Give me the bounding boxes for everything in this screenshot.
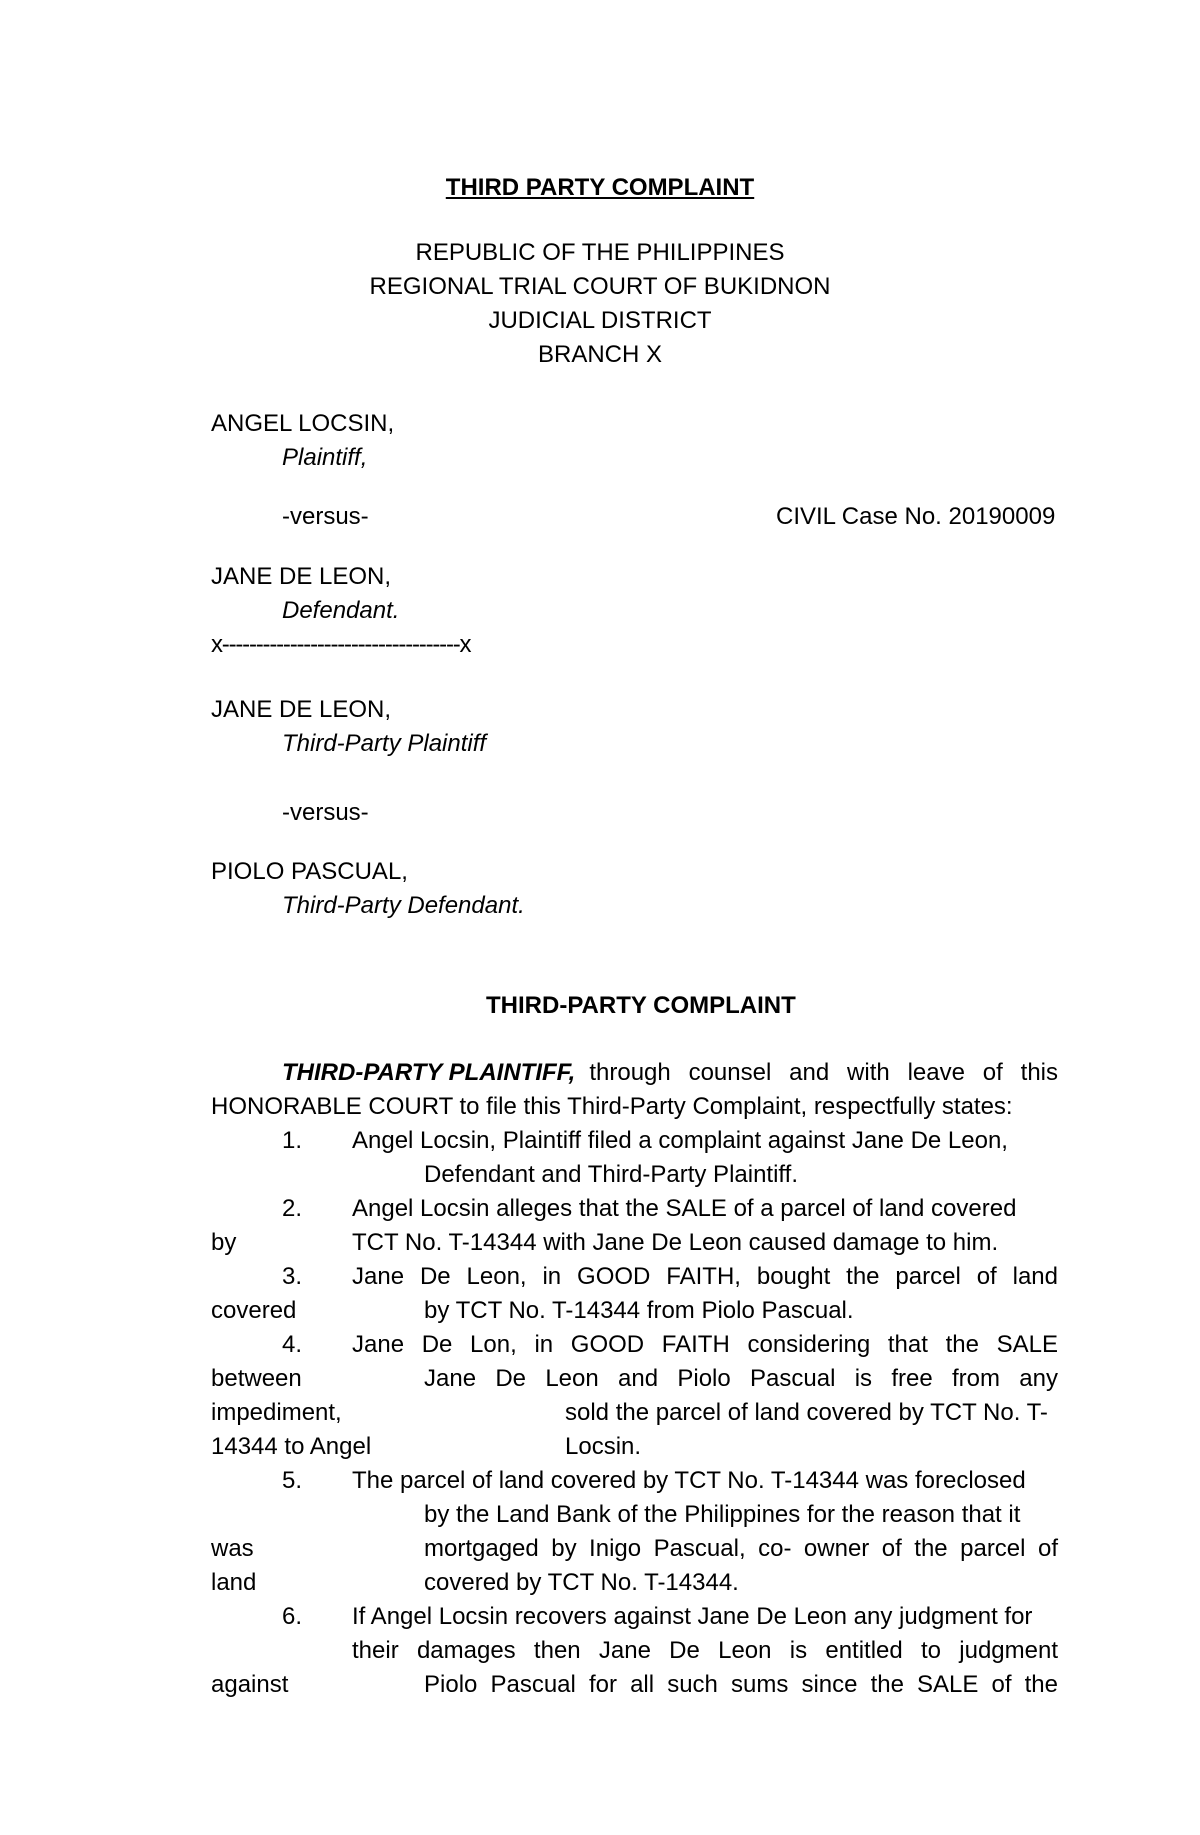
intro-line-2: HONORABLE COURT to file this Third-Party Complaint, respectfully states: [211,1093,1013,1120]
court-header-line1: REPUBLIC OF THE PHILIPPINES [415,239,785,266]
third-party-defendant-name: PIOLO PASCUAL, [211,858,408,885]
plaintiff-role: Plaintiff, [282,444,368,471]
paragraph-4-line-1: Jane De Lon, in GOOD FAITH considering that the SALE [352,1331,1058,1358]
intro-lead: THIRD-PARTY PLAINTIFF, [282,1059,576,1086]
paragraph-2-line-2: TCT No. T-14344 with Jane De Leon caused damage to him. [352,1229,999,1256]
third-party-plaintiff-role: Third-Party Plaintiff [282,730,487,757]
paragraph-1-line-2: Defendant and Third-Party Plaintiff. [424,1161,798,1188]
court-header-line4: BRANCH X [537,341,663,368]
paragraph-4-line-3-lead: impediment, [211,1399,342,1426]
paragraph-5-line-2: by the Land Bank of the Philippines for the reason that it [424,1501,1021,1528]
third-party-plaintiff-name: JANE DE LEON, [211,696,392,723]
paragraph-1-line-1: Angel Locsin, Plaintiff filed a complaint against Jane De Leon, [352,1127,1008,1154]
paragraph-2-line-2-lead: by [211,1229,237,1256]
intro-rest: through counsel and with leave of this [589,1059,1058,1086]
court-header-line2: REGIONAL TRIAL COURT OF BUKIDNON [369,273,831,300]
paragraph-4-line-2: Jane De Leon and Piolo Pascual is free from any [424,1365,1058,1392]
body-title: THIRD-PARTY COMPLAINT [486,992,796,1019]
paragraph-4-line-2-lead: between [211,1365,302,1392]
case-number: CIVIL Case No. 20190009 [776,503,1056,530]
paragraph-6-line-2: their damages then Jane De Leon is entitled to judgment [352,1637,1058,1664]
versus-2: -versus- [282,799,369,826]
paragraph-3-line-2: by TCT No. T-14344 from Piolo Pascual. [424,1297,854,1324]
paragraph-3-number: 3. [282,1263,303,1290]
paragraph-6-line-3: Piolo Pascual for all such sums since the SALE of the [424,1671,1058,1698]
paragraph-6-line-1: If Angel Locsin recovers against Jane De Leon any judgment for [352,1603,1033,1630]
paragraph-4-number: 4. [282,1331,303,1358]
paragraph-4-line-3: sold the parcel of land covered by TCT No. T- [565,1399,1048,1426]
paragraph-2-line-1: Angel Locsin alleges that the SALE of a parcel of land covered [352,1195,1017,1222]
defendant-name: JANE DE LEON, [211,563,392,590]
defendant-role: Defendant. [282,597,400,624]
plaintiff-name: ANGEL LOCSIN, [211,410,395,437]
third-party-defendant-role: Third-Party Defendant. [282,892,525,919]
court-header-line3: JUDICIAL DISTRICT [488,307,712,334]
paragraph-1-number: 1. [282,1127,303,1154]
caption-divider: x-----------------------------------x [211,631,471,658]
paragraph-5-line-1: The parcel of land covered by TCT No. T-14344 was foreclosed [352,1467,1026,1494]
paragraph-5-line-4-lead: land [211,1569,257,1596]
paragraph-5-line-4: covered by TCT No. T-14344. [424,1569,739,1596]
paragraph-3-line-2-lead: covered [211,1297,297,1324]
intro-line-1 [282,1058,1058,1088]
paragraph-2-number: 2. [282,1195,303,1222]
paragraph-5-line-3-lead: was [211,1535,254,1562]
paragraph-6-line-3-lead: against [211,1671,289,1698]
document-title: THIRD PARTY COMPLAINT [445,174,755,201]
paragraph-4-line-4-lead: 14344 to Angel [211,1433,372,1460]
paragraph-3-line-1: Jane De Leon, in GOOD FAITH, bought the parcel of land [352,1263,1058,1290]
paragraph-4-line-4: Locsin. [565,1433,642,1460]
versus-1: -versus- [282,503,369,530]
paragraph-5-line-3: mortgaged by Inigo Pascual, co- owner of the parcel of [424,1535,1058,1562]
paragraph-6-number: 6. [282,1603,303,1630]
paragraph-5-number: 5. [282,1467,303,1494]
